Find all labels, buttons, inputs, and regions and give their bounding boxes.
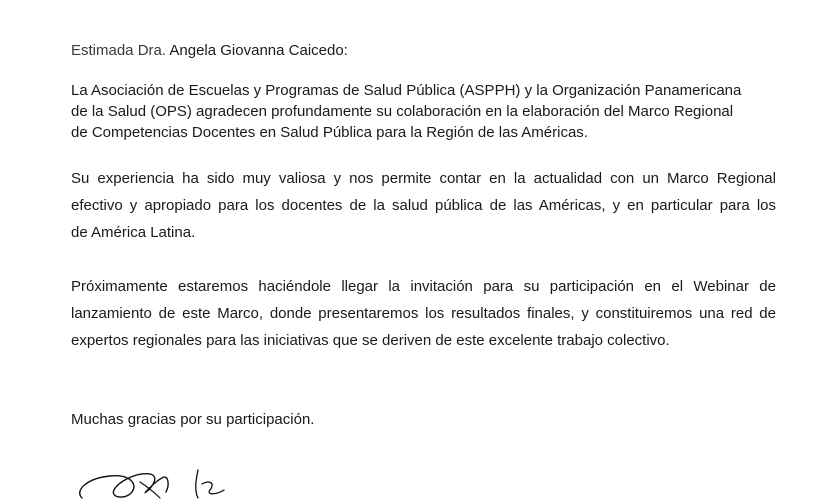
greeting-prefix: Estimada Dra. xyxy=(71,42,167,59)
closing-line: Muchas gracias por su participación. xyxy=(71,411,315,428)
paragraph-acknowledgement xyxy=(71,80,776,143)
greeting xyxy=(71,41,348,61)
greeting-name: Angela Giovanna Caicedo: xyxy=(169,42,348,59)
paragraph-line: de la Salud (OPS) agradecen profundamente su colaboración en la elaboración del Marco Regional xyxy=(71,103,734,120)
paragraph-line: expertos regionales para las iniciativas que se deriven de este excelente trabajo colectivo. xyxy=(71,332,670,349)
paragraph-line: Su experiencia ha sido muy valiosa y nos permite contar en la actualidad con un Marco Regional xyxy=(71,170,776,187)
paragraph-line: de América Latina. xyxy=(71,224,196,241)
paragraph-line: efectivo y apropiado para los docentes de la salud pública de las Américas, y en particular para los xyxy=(71,197,776,214)
handwritten-signature xyxy=(70,462,250,500)
paragraph-line: La Asociación de Escuelas y Programas de Salud Pública (ASPPH) y la Organización Panamericana xyxy=(71,82,742,99)
paragraph-line: Próximamente estaremos haciéndole llegar la invitación para su participación en el Webinar de xyxy=(71,278,776,295)
paragraph-line: de Competencias Docentes en Salud Pública para la Región de las Américas. xyxy=(71,124,588,141)
paragraph-invitation xyxy=(71,273,776,354)
paragraph-line: lanzamiento de este Marco, donde presentaremos los resultados finales, y constituiremos una red de xyxy=(71,305,776,322)
paragraph-experience xyxy=(71,165,776,246)
